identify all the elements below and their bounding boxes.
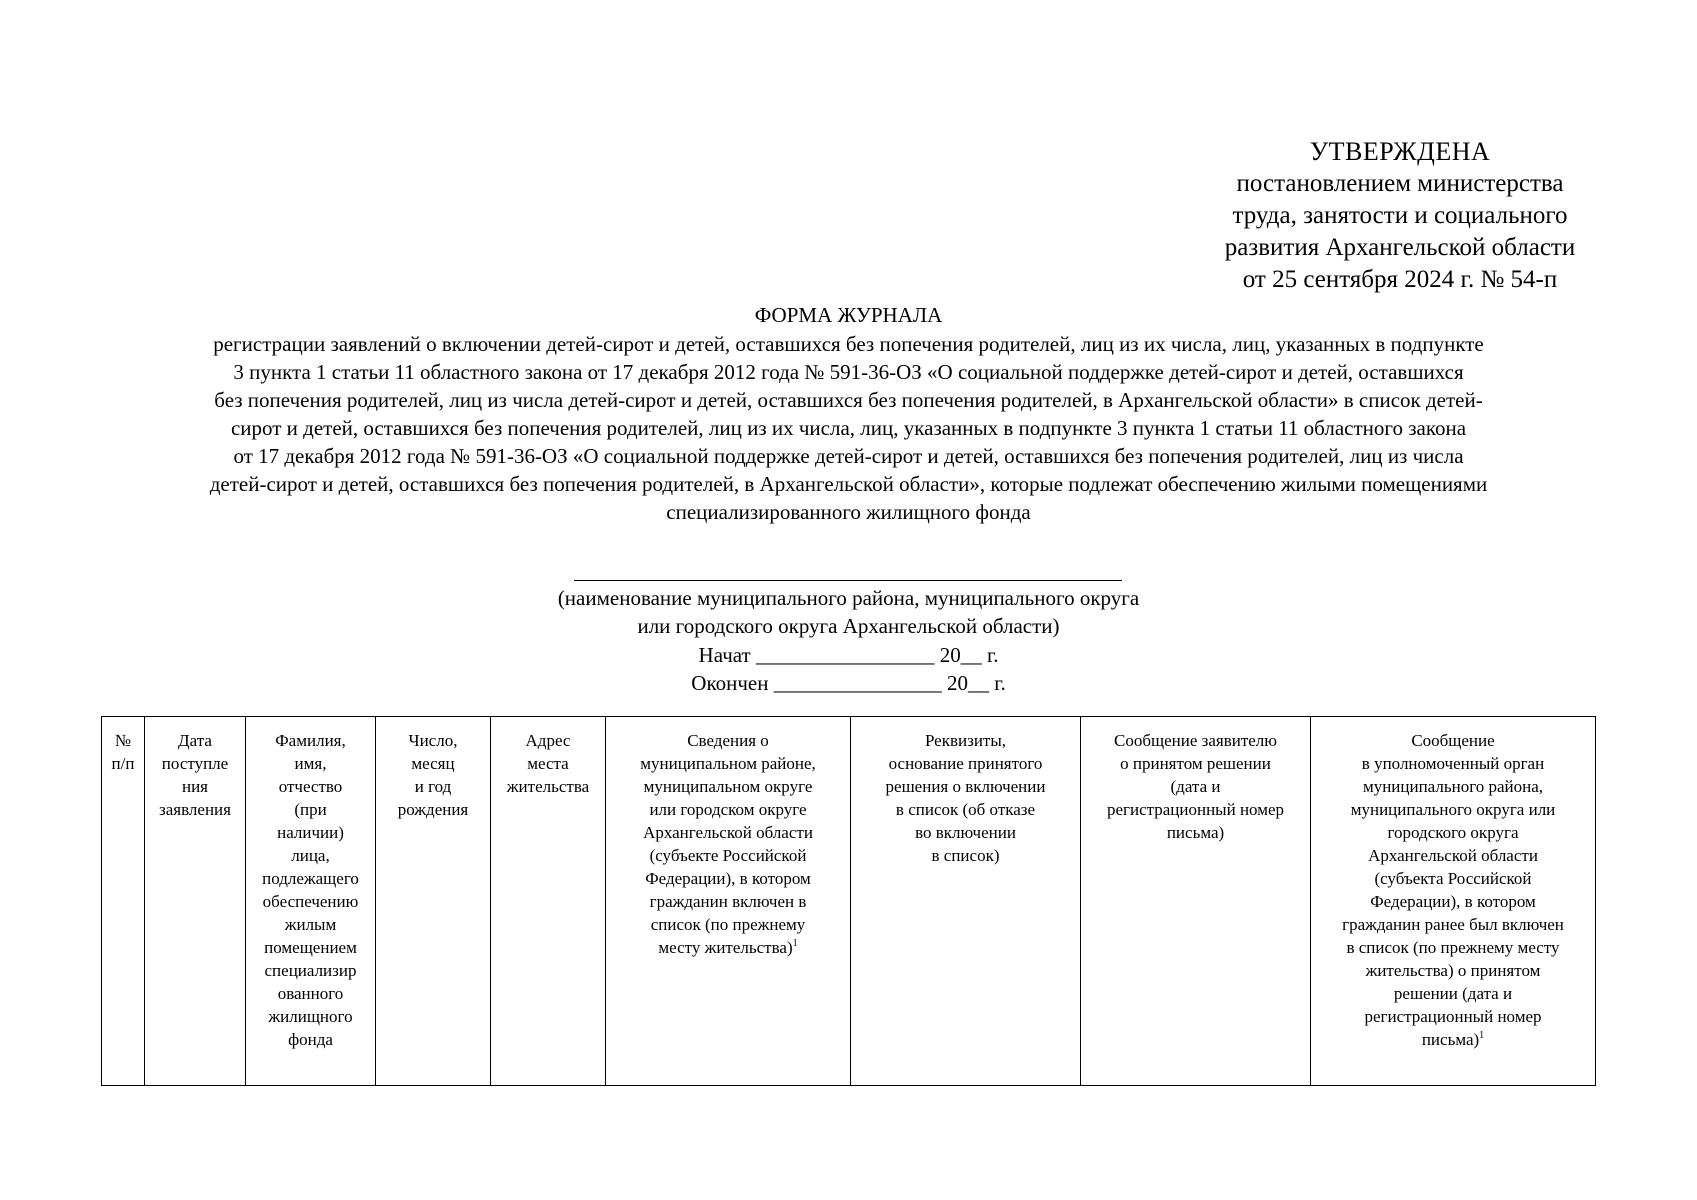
- column-header-line: обеспечению: [262, 892, 359, 911]
- column-header-line: муниципальном районе,: [640, 754, 816, 773]
- approval-line: труда, занятости и социального: [1232, 202, 1568, 229]
- column-header-line: специализир: [264, 961, 357, 980]
- column-header-line: Фамилия,: [275, 731, 346, 750]
- column-header-line: поступле: [161, 754, 229, 773]
- column-header: [491, 717, 606, 1086]
- column-header-line: Сообщение: [1411, 731, 1495, 750]
- column-header-line: в список): [931, 846, 1000, 865]
- column-header-line: письма)$^1$: [1421, 1030, 1485, 1049]
- column-header-line: городского округа: [1387, 823, 1519, 842]
- footnote-mark: 1: [792, 938, 798, 949]
- column-header-line: о принятом решении: [1120, 754, 1271, 773]
- column-header-line: Федерации), в котором: [645, 869, 811, 888]
- column-header-line: месяц: [411, 754, 455, 773]
- column-header-line: регистрационный номер: [1364, 1007, 1542, 1026]
- table-header-row: [102, 717, 1596, 1086]
- column-header-line: муниципального округа или: [1350, 800, 1556, 819]
- column-header-line: фонда: [288, 1030, 333, 1049]
- column-header-line: Сообщение заявителю: [1114, 731, 1277, 750]
- municipality-caption: [0, 584, 1697, 640]
- column-header-line: жилым: [284, 915, 337, 934]
- subtitle-line: детей-сирот и детей, оставшихся без попечения родителей, в Архангельской области», которые подлежат обеспечению жилыми помещениями: [209, 472, 1488, 496]
- column-header-line: в список (по прежнему месту: [1346, 938, 1560, 957]
- approval-line: постановлением министерства: [1236, 170, 1564, 197]
- column-header-line: жительства) о принятом: [1365, 961, 1541, 980]
- column-header-line: лица,: [291, 846, 330, 865]
- column-header: [1081, 717, 1311, 1086]
- column-header-line: месту жительства)$^1$: [658, 938, 798, 957]
- column-header-line: заявления: [159, 800, 231, 819]
- column-header-line: муниципального района,: [1362, 777, 1544, 796]
- column-header-line: жилищного: [268, 1007, 353, 1026]
- column-header-line: Архангельской области: [643, 823, 813, 842]
- column-header-line: во включении: [915, 823, 1016, 842]
- column-header-line: гражданин включен в: [649, 892, 807, 911]
- column-header-line: (субъекта Российской: [1374, 869, 1532, 888]
- column-header: [246, 717, 376, 1086]
- approval-title: УТВЕРЖДЕНА: [1309, 137, 1491, 166]
- column-header-line: письма): [1166, 823, 1225, 842]
- column-header-line: (дата и: [1170, 777, 1221, 796]
- column-header-line: или городском округе: [649, 800, 807, 819]
- municipality-caption-line: (наименование муниципального района, муниципального округа: [557, 586, 1140, 610]
- column-header-line: Федерации), в котором: [1370, 892, 1536, 911]
- column-header-line: подлежащего: [262, 869, 359, 888]
- column-header-line: рождения: [397, 800, 469, 819]
- column-header: [376, 717, 491, 1086]
- column-header-line: Дата: [178, 731, 212, 750]
- column-header-line: в уполномоченный орган: [1361, 754, 1545, 773]
- column-header-line: Архангельской области: [1368, 846, 1538, 865]
- column-header-line: отчество: [278, 777, 343, 796]
- subtitle-line: без попечения родителей, лиц из числа детей-сирот и детей, оставшихся без попечения родителей, в Архангельской области» в список детей-: [214, 388, 1483, 412]
- column-header-line: жительства: [506, 777, 590, 796]
- journal-table: [101, 716, 1596, 1086]
- approval-stamp: [1180, 136, 1620, 296]
- footnote-mark: 1: [1479, 1030, 1485, 1041]
- approval-line: развития Архангельской области: [1224, 234, 1576, 261]
- approval-line: от 25 сентября 2024 г. № 54-п: [1242, 266, 1558, 293]
- column-header-line: Число,: [408, 731, 458, 750]
- column-header-line: ния: [181, 777, 208, 796]
- column-header-line: Сведения о: [687, 731, 769, 750]
- municipality-blank-line: [574, 580, 1122, 581]
- column-header: [606, 717, 851, 1086]
- column-header-line: (при: [294, 800, 327, 819]
- column-header-line: Адрес: [525, 731, 571, 750]
- column-header: [145, 717, 246, 1086]
- column-header: [851, 717, 1081, 1086]
- form-subtitle: [100, 330, 1597, 526]
- column-header-line: гражданин ранее был включен: [1342, 915, 1564, 934]
- column-header-line: помещением: [264, 938, 357, 957]
- finished-line: Окончен ________________ 20__ г.: [691, 671, 1006, 695]
- started-line: Начат _________________ 20__ г.: [698, 643, 999, 667]
- subtitle-line: от 17 декабря 2012 года № 591-36-ОЗ «О социальной поддержке детей-сирот и детей, оставшихся без попечения родителей, лиц из числа: [233, 444, 1464, 468]
- subtitle-line: сирот и детей, оставшихся без попечения родителей, лиц из их числа, лиц, указанных в подпункте 3 пункта 1 статьи 11 областного закона: [230, 416, 1467, 440]
- subtitle-line: регистрации заявлений о включении детей-сирот и детей, оставшихся без попечения родителей, лиц из их числа, лиц, указанных в подпункте: [213, 332, 1484, 356]
- column-header-line: ованного: [277, 984, 344, 1003]
- column-header-line: список (по прежнему: [650, 915, 806, 934]
- journal-dates: [0, 641, 1697, 697]
- column-header-line: и год: [414, 777, 452, 796]
- column-header-line: Реквизиты,: [924, 731, 1007, 750]
- column-header: [102, 717, 145, 1086]
- column-header-line: наличии): [277, 823, 344, 842]
- subtitle-line: 3 пункта 1 статьи 11 областного закона от 17 декабря 2012 года № 591-36-ОЗ «О социальной поддержке детей-сирот и детей, оставшихся: [233, 360, 1464, 384]
- subtitle-line: специализированного жилищного фонда: [666, 500, 1031, 524]
- column-header-line: основание принятого: [888, 754, 1043, 773]
- column-header-line: решения о включении: [885, 777, 1046, 796]
- municipality-caption-line: или городского округа Архангельской области): [637, 614, 1060, 638]
- column-header-line: в список (об отказе: [895, 800, 1036, 819]
- column-header-line: №: [114, 731, 132, 750]
- column-header-line: регистрационный номер: [1106, 800, 1285, 819]
- column-header-line: решении (дата и: [1393, 984, 1513, 1003]
- column-header-line: п/п: [111, 754, 135, 773]
- column-header: [1311, 717, 1596, 1086]
- column-header-line: места: [527, 754, 569, 773]
- form-title: ФОРМА ЖУРНАЛА: [754, 303, 943, 327]
- column-header-line: муниципальном округе: [643, 777, 813, 796]
- column-header-line: (субъекте Российской: [649, 846, 807, 865]
- column-header-line: имя,: [294, 754, 327, 773]
